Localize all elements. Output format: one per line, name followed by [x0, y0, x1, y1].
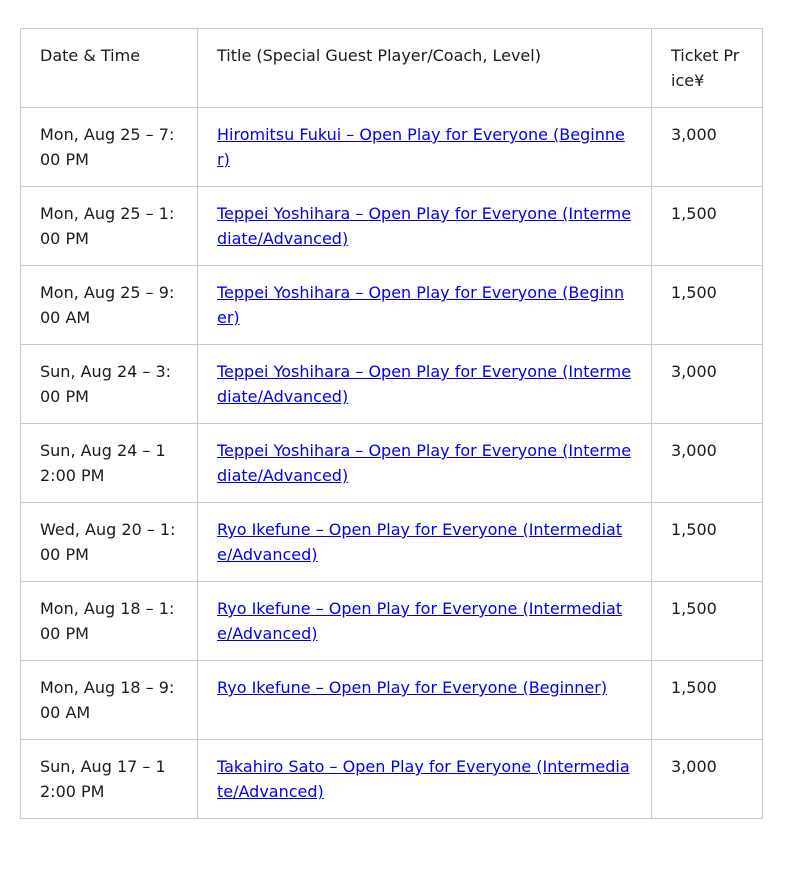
date-time-cell: Sun, Aug 17 – 12:00 PM	[21, 740, 198, 819]
date-time-cell: Sun, Aug 24 – 12:00 PM	[21, 424, 198, 503]
title-cell	[198, 582, 652, 661]
title-cell	[198, 108, 652, 187]
column-header-title: Title (Special Guest Player/Coach, Level)	[198, 29, 652, 108]
date-time-cell: Wed, Aug 20 – 1:00 PM	[21, 503, 198, 582]
events-table-body	[21, 108, 763, 819]
table-row	[21, 740, 763, 819]
event-link[interactable]: Takahiro Sato – Open Play for Everyone (Intermediate/Advanced)	[217, 757, 630, 801]
price-cell: 1,500	[652, 266, 763, 345]
event-link[interactable]: Ryo Ikefune – Open Play for Everyone (Intermediate/Advanced)	[217, 599, 623, 643]
column-header-ticket-price: Ticket Price¥	[652, 29, 763, 108]
events-table	[20, 28, 763, 819]
table-row	[21, 582, 763, 661]
price-cell: 3,000	[652, 345, 763, 424]
event-link[interactable]: Ryo Ikefune – Open Play for Everyone (Intermediate/Advanced)	[217, 520, 623, 564]
table-row	[21, 108, 763, 187]
title-cell	[198, 345, 652, 424]
title-cell	[198, 266, 652, 345]
table-row	[21, 266, 763, 345]
date-time-cell: Mon, Aug 25 – 9:00 AM	[21, 266, 198, 345]
date-time-cell: Sun, Aug 24 – 3:00 PM	[21, 345, 198, 424]
price-cell: 3,000	[652, 424, 763, 503]
price-cell: 1,500	[652, 187, 763, 266]
event-link[interactable]: Teppei Yoshihara – Open Play for Everyone (Intermediate/Advanced)	[217, 204, 632, 248]
table-row	[21, 187, 763, 266]
date-time-cell: Mon, Aug 18 – 9:00 AM	[21, 661, 198, 740]
date-time-cell: Mon, Aug 25 – 7:00 PM	[21, 108, 198, 187]
price-cell: 1,500	[652, 582, 763, 661]
column-header-date-time: Date & Time	[21, 29, 198, 108]
table-row	[21, 661, 763, 740]
event-link[interactable]: Teppei Yoshihara – Open Play for Everyone (Intermediate/Advanced)	[217, 362, 632, 406]
price-cell: 3,000	[652, 740, 763, 819]
title-cell	[198, 424, 652, 503]
title-cell	[198, 503, 652, 582]
title-cell	[198, 661, 652, 740]
event-link[interactable]: Hiromitsu Fukui – Open Play for Everyone (Beginner)	[217, 125, 625, 169]
event-link[interactable]: Ryo Ikefune – Open Play for Everyone (Beginner)	[217, 678, 608, 697]
price-cell: 1,500	[652, 661, 763, 740]
table-row	[21, 503, 763, 582]
event-link[interactable]: Teppei Yoshihara – Open Play for Everyone (Beginner)	[217, 283, 625, 327]
events-table-header	[21, 29, 763, 108]
price-cell: 1,500	[652, 503, 763, 582]
title-cell	[198, 187, 652, 266]
event-link[interactable]: Teppei Yoshihara – Open Play for Everyone (Intermediate/Advanced)	[217, 441, 632, 485]
header-row	[21, 29, 763, 108]
date-time-cell: Mon, Aug 18 – 1:00 PM	[21, 582, 198, 661]
price-cell: 3,000	[652, 108, 763, 187]
title-cell	[198, 740, 652, 819]
table-row	[21, 345, 763, 424]
date-time-cell: Mon, Aug 25 – 1:00 PM	[21, 187, 198, 266]
table-row	[21, 424, 763, 503]
